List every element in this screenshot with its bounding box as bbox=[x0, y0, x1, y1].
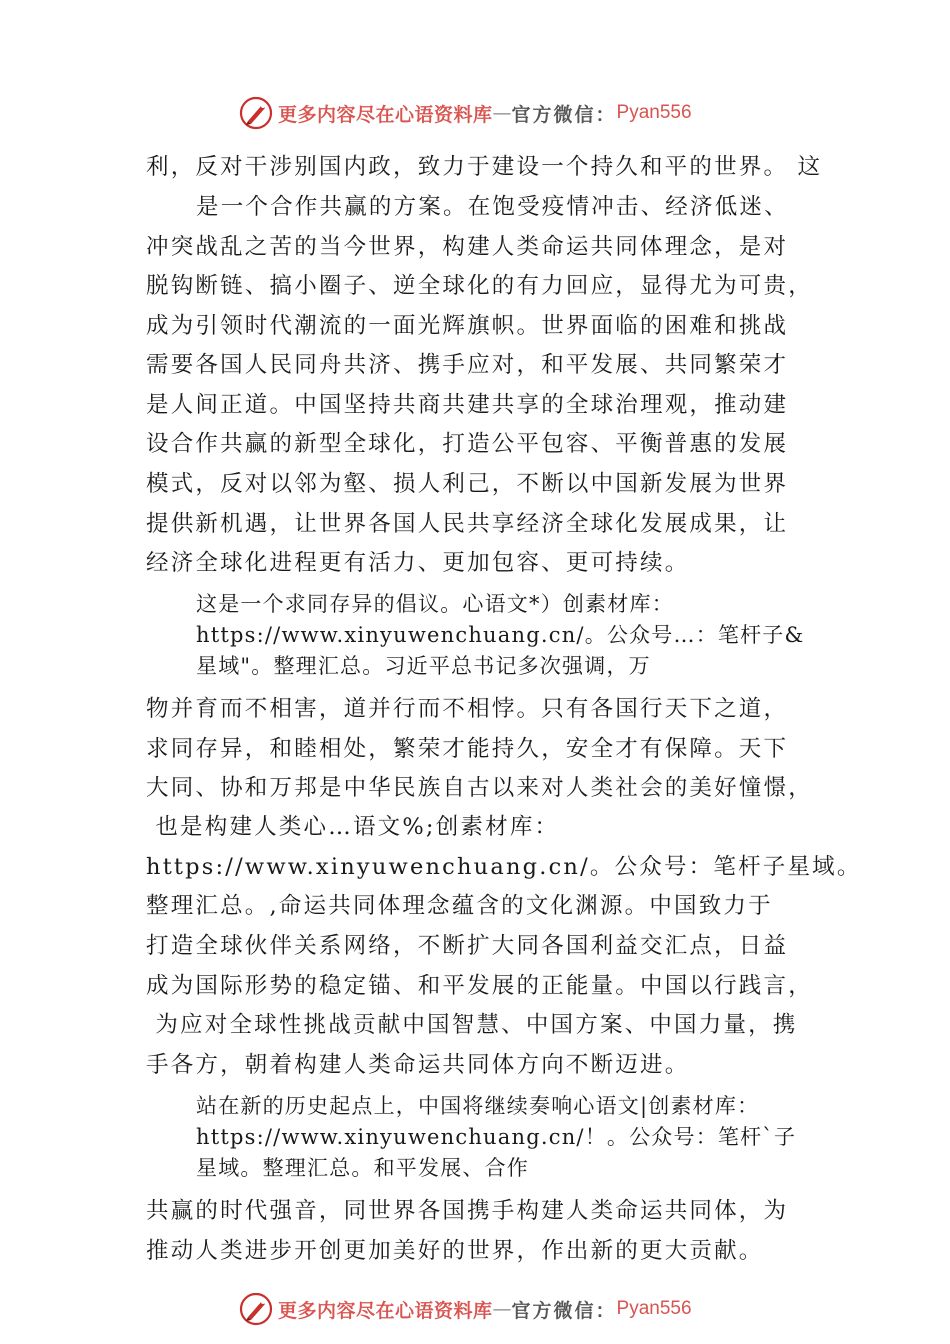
banner-dash: — bbox=[492, 1298, 512, 1320]
text-line: 也是构建人类心…语文%;创素材库： bbox=[146, 814, 560, 840]
text-line: 物并育而不相害，道并行而不相悖。只有各国行天下之道， bbox=[146, 696, 789, 722]
text-line: 成为国际形势的稳定锚、和平发展的正能量。中国以行践言， bbox=[146, 973, 813, 999]
text-line: 求同存异，和睦相处，繁荣才能持久，安全才有保障。天下 bbox=[146, 736, 789, 762]
text-line: 需要各国人民同舟共济、携手应对，和平发展、共同繁荣才 bbox=[146, 352, 789, 378]
banner-dash: — bbox=[492, 102, 512, 124]
text-line: 冲突战乱之苦的当今世界，构建人类命运共同体理念，是对 bbox=[146, 234, 789, 260]
header-banner bbox=[238, 93, 738, 133]
footer-banner bbox=[238, 1289, 738, 1329]
text-line: 是人间正道。中国坚持共商共建共享的全球治理观，推动建 bbox=[146, 392, 789, 418]
text-line: 手各方，朝着构建人类命运共同体方向不断迈进。 bbox=[146, 1052, 690, 1078]
text-line: 脱钩断链、搞小圈子、逆全球化的有力回应，显得尤为可贵， bbox=[146, 273, 813, 299]
banner-main-text: 更多内容尽在心语资料库 bbox=[278, 103, 493, 126]
text-line: 共赢的时代强音，同世界各国携手构建人类命运共同体，为 bbox=[146, 1198, 789, 1224]
text-line: 设合作共赢的新型全球化，打造公平包容、平衡普惠的发展 bbox=[146, 431, 789, 457]
text-line: 打造全球伙伴关系网络，不断扩大同各国利益交汇点，日益 bbox=[146, 933, 789, 959]
logo-icon bbox=[238, 1291, 274, 1327]
text-line: 这是一个求同存异的倡议。心语文*）创素材库： bbox=[196, 592, 674, 616]
text-line: 利，反对干涉别国内政，致力于建设一个持久和平的世界。 这 bbox=[146, 154, 823, 180]
text-line: 星域"。整理汇总。习近平总书记多次强调，万 bbox=[196, 654, 651, 678]
banner-official-label: 官方微信： bbox=[511, 103, 617, 126]
text-line: 大同、协和万邦是中华民族自古以来对人类社会的美好憧憬， bbox=[146, 775, 813, 801]
banner-wechat-id: Pyan556 bbox=[616, 102, 692, 123]
text-line: 是一个合作共赢的方案。在饱受疫情冲击、经济低迷、 bbox=[196, 194, 789, 220]
text-line: 为应对全球性挑战贡献中国智慧、中国方案、中国力量，携 bbox=[146, 1012, 798, 1038]
text-line: 推动人类进步开创更加美好的世界，作出新的更大贡献。 bbox=[146, 1238, 764, 1264]
text-line: https://www.xinyuwenchuang.cn/！。公众号：笔杆`子 bbox=[196, 1125, 797, 1149]
text-line: 整理汇总。,命运共同体理念蕴含的文化渊源。中国致力于 bbox=[146, 893, 773, 919]
banner-wechat-id: Pyan556 bbox=[616, 1298, 692, 1319]
banner-main-text: 更多内容尽在心语资料库 bbox=[278, 1299, 493, 1322]
text-line: 模式，反对以邻为壑、损人利己，不断以中国新发展为世界 bbox=[146, 471, 789, 497]
text-line: https://www.xinyuwenchuang.cn/。公众号：笔杆子星域。 bbox=[146, 854, 862, 880]
text-line: 站在新的历史起点上，中国将继续奏响心语文|创素材库： bbox=[196, 1094, 760, 1118]
text-line: 经济全球化进程更有活力、更加包容、更可持续。 bbox=[146, 550, 690, 576]
banner-official-label: 官方微信： bbox=[511, 1299, 617, 1322]
logo-icon bbox=[238, 95, 274, 131]
text-line: 成为引领时代潮流的一面光辉旗帜。世界面临的困难和挑战 bbox=[146, 313, 789, 339]
text-line: https://www.xinyuwenchuang.cn/。公众号…：笔杆子& bbox=[196, 623, 805, 647]
text-line: 星域。整理汇总。和平发展、合作 bbox=[196, 1156, 529, 1180]
text-line: 提供新机遇，让世界各国人民共享经济全球化发展成果，让 bbox=[146, 511, 789, 537]
